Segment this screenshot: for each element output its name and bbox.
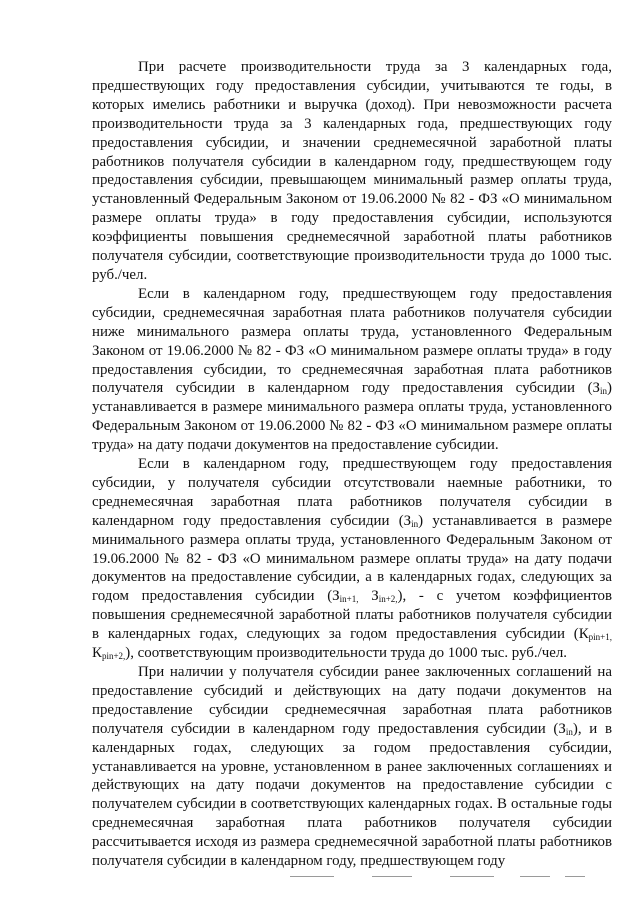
document-body (92, 58, 612, 871)
subscript-text: in (411, 518, 419, 529)
paragraph-text: При расчете производительности труда за 3 календарных года, предшествующих году предоставления субсидии, учитываются те годы, в которых имелись работники и выручка (доход). При невозможности расчета производительности труда за 3 календарных года, предшествующих году предоставления субсидии, и значении среднемесячной заработной платы работников получателя субсидии в календарном году, предшествующем году предоставления субсидии, превышающем минимальный размер оплаты труда, установленный Федеральным Законом от 19.06.2000 № 82 - ФЗ «О минимальном размере оплаты труда» в году предоставления субсидии, используются коэффициенты повышения среднемесячной заработной платы работников получателя субсидии, соответствующие производительности труда до 1000 тыс. руб./чел. (92, 59, 612, 283)
scan-mark (450, 876, 494, 877)
paragraph-text: К (92, 645, 102, 662)
footer-scan-marks (0, 876, 640, 878)
paragraph-text: При наличии у получателя субсидии ранее заключенных соглашений на предоставление субсидий и действующих на дату подачи документов на предоставление субсидии среднемесячная заработная плата работников получателя субсидии в календарном году предоставления субсидии (З (92, 664, 612, 737)
paragraph-text: Если в календарном году, предшествующем году предоставления субсидии, у получателя субсидии отсутствовали наемные работники, то среднемесячная заработная плата работников получателя субсидии в календарном году предоставления субсидии (З (92, 456, 612, 529)
subscript-text: in+1, (339, 594, 359, 605)
scan-mark (520, 876, 550, 877)
paragraph-text: ), соответствующим производительности труда до 1000 тыс. руб./чел. (125, 645, 567, 662)
scan-mark (372, 876, 412, 877)
subscript-text: in (600, 386, 608, 397)
paragraph-text: З (358, 588, 379, 605)
paragraph-text: ) устанавливается в размере минимального размера оплаты труда, установленного Федеральным Законом от 19.06.2000 № 82 - ФЗ «О минимальном размере оплаты труда» на дату подачи документов на предоставление субсидии, а в календарных годах, следующих за годом предоставления субсидии (З (92, 512, 612, 605)
paragraph (92, 663, 612, 871)
paragraph-text: ), и в календарных годах, следующих за годом предоставления субсидии, устанавливается на уровне, установленном в ранее заключенных соглашениях и действующих на дату подачи документов на предоставление субсидии с получателем субсидии в соответствующих календарных годах. В остальные годы среднемесячная заработная плата работников получателя субсидии рассчитывается исходя из размера среднемесячной заработной платы работников получателя субсидии в календарном году, предшествующем году (92, 720, 612, 870)
paragraph-text: Если в календарном году, предшествующем году предоставления субсидии, среднемесячная заработная плата работников получателя субсидии ниже минимального размера оплаты труда, установленного Федеральным Законом от 19.06.2000 № 82 - ФЗ «О минимальном размере оплаты труда» в году предоставления субсидии, то среднемесячная заработная плата работников получателя субсидии в календарном году предоставления субсидии (З (92, 285, 612, 397)
paragraph-text: ), - с учетом коэффициентов повышения среднемесячной заработной платы работников получателя субсидии в календарных годах, следующих за годом предоставления субсидии (К (92, 588, 613, 643)
paragraph (92, 58, 612, 285)
paragraph-text: ) устанавливается в размере минимального размера оплаты труда, установленного Федеральным Законом от 19.06.2000 № 82 - ФЗ «О минимальном размере оплаты труда» на дату подачи документов на предоставление субсидии. (92, 380, 612, 454)
scan-mark (290, 876, 334, 877)
subscript-text: in (565, 726, 573, 737)
paragraph (92, 285, 612, 455)
paragraph (92, 455, 612, 663)
subscript-text: pin+2, (101, 651, 126, 662)
subscript-text: pin+1, (588, 632, 612, 643)
scan-mark (565, 876, 585, 877)
subscript-text: in+2, (378, 594, 398, 605)
